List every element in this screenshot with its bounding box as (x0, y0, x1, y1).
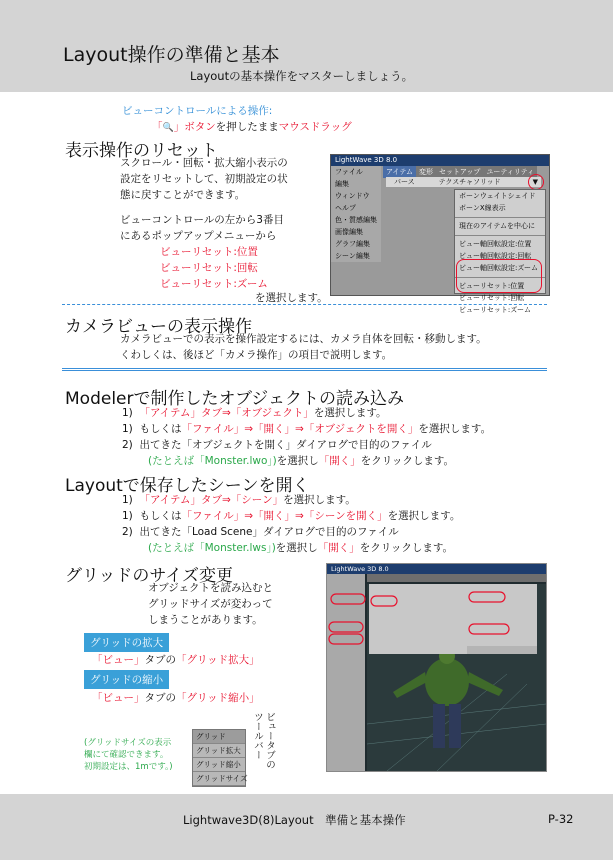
footer-text: Lightwave3D(8)Layout 準備と基本操作 (183, 813, 406, 827)
reset-desc-2: ビューコントロールの左から3番目 にあるポップアップメニューから (120, 214, 284, 242)
view-control-instruction: 「🔍」ボタンを押したままマウスドラッグ (152, 121, 352, 133)
lw-shading-mode[interactable]: テクスチャソリッド (438, 178, 501, 186)
reset-items-highlight (456, 259, 542, 293)
grid-enlarge-button[interactable]: グリッド拡大 (193, 744, 245, 758)
magnifier-icon: 🔍 (162, 123, 174, 133)
lw-view-bar (386, 177, 541, 187)
popup-item[interactable]: ボーンウェイトシェイド (459, 192, 536, 200)
grid-shrink-desc: 「ビュー」タブの「グリッド縮小」 (92, 692, 260, 704)
scene-heading: Layoutで保存したシーンを開く (65, 476, 310, 496)
grid-shrink-badge: グリッドの縮小 (84, 670, 169, 689)
lw-tab[interactable]: アイテム (383, 166, 416, 178)
lw-menu-item[interactable]: シーン編集 (335, 252, 370, 260)
popup-item[interactable]: ビューリセット:ズーム (459, 306, 531, 314)
grid-enlarge-desc: 「ビュー」タブの「グリッド拡大」 (92, 654, 260, 666)
page-title: Layout操作の準備と基本 (63, 44, 280, 66)
grid-shrink-button[interactable]: グリッド縮小 (193, 758, 245, 772)
grid-panel-header: グリッド (193, 730, 245, 744)
lw-menu-item[interactable]: ヘルプ (335, 204, 356, 212)
grid-note: (グリッドサイズの表示 欄にて確認できます。 初期設定は、1mです。) (84, 738, 173, 772)
lw-tab[interactable]: セットアップ (436, 166, 483, 178)
grid-enlarge-badge: グリッドの拡大 (84, 633, 169, 652)
scene-steps: 1) 「アイテム」タブ⇒「シーン」を選択します。 1) もしくは「ファイル」⇒「開く」⇒「シーンを開く」を選択します。 2) 出てきた「Load Scene」ダイアログで目的のファイル (たとえば「Monster.lws」)を選択し「開く」をクリックします。 (122, 494, 461, 554)
page-subtitle: Layoutの基本操作をマスターしましょう。 (190, 69, 414, 83)
popup-item[interactable]: 現在のアイテムを中心に (455, 217, 545, 232)
popup-dropdown-icon[interactable]: ▼ (532, 178, 538, 186)
lw-menu-item[interactable]: 画像編集 (335, 228, 363, 236)
lw-menu-item[interactable]: 編集 (335, 180, 349, 188)
reset-heading: 表示操作のリセット (65, 141, 218, 161)
lw-left-menu (331, 166, 381, 262)
popup-item[interactable]: ビュー軸回転設定:ズーム (459, 264, 539, 272)
modeler-steps: 1) 「アイテム」タブ⇒「オブジェクト」を選択します。 1) もしくは「ファイル」⇒「開く」⇒「オブジェクトを開く」を選択します。 2) 出てきた「オブジェクトを開く」ダイアログで目的のファイル (たとえば「Monster.lwo」)を選択し「開く」をクリックします。 (122, 407, 492, 467)
grid-toolbar-panel (192, 729, 246, 787)
divider (62, 368, 547, 371)
lw-menu-item[interactable]: 色・質感編集 (335, 216, 377, 224)
camera-heading: カメラビューの表示操作 (65, 317, 252, 337)
modeler-heading: Modelerで制作したオブジェクトの読み込み (65, 389, 404, 409)
lw-menu-item[interactable]: ファイル (335, 168, 363, 176)
popup-item[interactable]: ビュー軸回転設定:位置 (455, 235, 545, 250)
grid-desc: オブジェクトを読み込むと グリッドサイズが変わって しまうことがあります。 (148, 582, 274, 626)
lw-window-title: LightWave 3D 8.0 (331, 155, 549, 166)
reset-desc: スクロール・回転・拡大縮小表示の 設定をリセットして、初期設定の状 態に戻すことができます。 (120, 157, 288, 201)
toolbar-vertical-label: ビュータブの ツールバー (252, 712, 275, 769)
monster-figure (393, 648, 503, 748)
reset-items: ビューリセット:位置 ビューリセット:回転 ビューリセット:ズーム (160, 246, 268, 290)
scene-drawing (327, 564, 546, 771)
dropdown-menus (369, 584, 537, 654)
divider (62, 304, 547, 305)
popup-item[interactable]: ビューリセット:位置 (455, 277, 545, 292)
lw-tab[interactable]: ユーティリティ (483, 166, 537, 178)
reset-select: を選択します。 (255, 292, 328, 304)
view-control-label: ビューコントロールによる操作: (122, 105, 273, 117)
lw-view-mode[interactable]: パース (394, 178, 415, 186)
lw-menu-screenshot (330, 154, 550, 314)
lw-tab[interactable]: 変形 (416, 166, 436, 178)
scene-window-title: LightWave 3D 8.0 (327, 564, 546, 574)
dropdown-highlight (528, 174, 544, 190)
page-number: P-32 (548, 812, 574, 826)
scene-screenshot (326, 563, 547, 772)
grid-heading: グリッドのサイズ変更 (65, 566, 233, 586)
lw-menu-item[interactable]: ウィンドウ (335, 192, 370, 200)
lw-menu-item[interactable]: グラフ編集 (335, 240, 370, 248)
grid-size-field[interactable]: グリッドサイズ (193, 772, 245, 786)
popup-item[interactable]: ビュー軸回転設定:回転 (459, 252, 532, 260)
camera-desc: カメラビューでの表示を操作設定するには、カメラ自体を回転・移動します。 くわしくは、後ほど「カメラ操作」の項目で説明します。 (120, 333, 487, 361)
popup-item[interactable]: ビューリセット:回転 (459, 294, 525, 302)
popup-item[interactable]: ボーンX線表示 (459, 204, 506, 212)
